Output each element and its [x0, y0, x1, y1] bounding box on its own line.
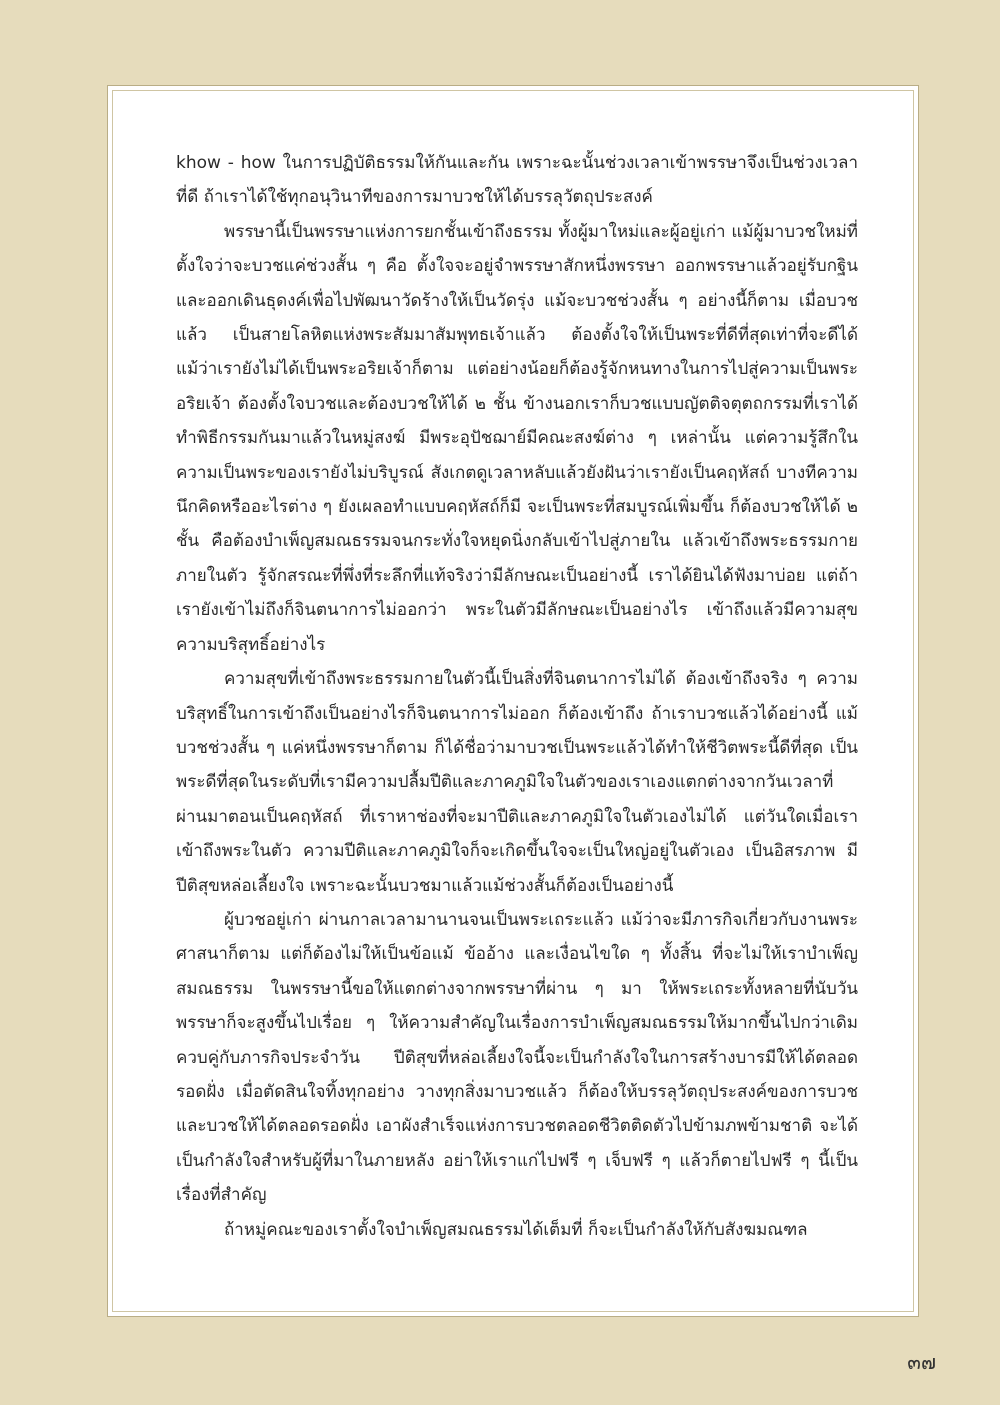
paragraph-2: พรรษานี้เป็นพรรษาแห่งการยกชั้นเข้าถึงธรรม ทั้งผู้มาใหม่และผู้อยู่เก่า แม้ผู้มาบวชใหม่ที่ตั้งใจว่าจะบวชแค่ช่วงสั้น ๆ คือ ตั้งใจจะอยู่จำพรรษาสักหนึ่งพรรษา ออกพรรษาแล้วอยู่รับกฐินและออกเดินธุดงค์เพื่อไปพัฒนาวัดร้างให้เป็นวัดรุ่ง แม้จะบวชช่วงสั้น ๆ อย่างนี้ก็ตาม เมื่อบวชแล้ว เป็นสายโลหิตแห่งพระสัมมาสัมพุทธเจ้าแล้ว ต้องตั้งใจให้เป็นพระที่ดีที่สุดเท่าที่จะดีได้ แม้ว่าเรายังไม่ได้เป็นพระอริยเจ้าก็ตาม แต่อย่างน้อยก็ต้องรู้จักหนทางในการไปสู่ความเป็นพระอริยเจ้า ต้องตั้งใจบวชและต้องบวชให้ได้ ๒ ชั้น ข้างนอกเราก็บวชแบบญัตติจตุตถกรรมที่เราได้ทำพิธีกรรมกันมาแล้วในหมู่สงฆ์ มีพระอุปัชฌาย์มีคณะสงฆ์ต่าง ๆ เหล่านั้น แต่ความรู้สึกในความเป็นพระของเรายังไม่บริบูรณ์ สังเกตดูเวลาหลับแล้วยังฝันว่าเรายังเป็นคฤหัสถ์ บางทีความนึกคิดหรืออะไรต่าง ๆ ยังเผลอทำแบบคฤหัสถ์ก็มี จะเป็นพระที่สมบูรณ์เพิ่มขึ้น ก็ต้องบวชให้ได้ ๒ ชั้น คือต้องบำเพ็ญสมณธรรมจนกระทั่งใจหยุดนิ่งกลับเข้าไปสู่ภายใน แล้วเข้าถึงพระธรรมกายภายในตัว รู้จักสรณะที่พึ่งที่ระลึกที่แท้จริงว่ามีลักษณะเป็นอย่างนี้ เราได้ยินได้ฟังมาบ่อย แต่ถ้าเรายังเข้าไม่ถึงก็จินตนาการไม่ออกว่า พระในตัวมีลักษณะเป็นอย่างไร เข้าถึงแล้วมีความสุข ความบริสุทธิ์อย่างไร	[176, 221, 858, 655]
paragraph-5: ถ้าหมู่คณะของเราตั้งใจบำเพ็ญสมณธรรมได้เต็มที่ ก็จะเป็นกำลังให้กับสังฆมณฑล	[224, 1219, 808, 1240]
paragraph-4: ผู้บวชอยู่เก่า ผ่านกาลเวลามานานจนเป็นพระเถระแล้ว แม้ว่าจะมีภารกิจเกี่ยวกับงานพระศาสนาก็ตาม แต่ก็ต้องไม่ให้เป็นข้อแม้ ข้ออ้าง และเงื่อนไขใด ๆ ทั้งสิ้น ที่จะไม่ให้เราบำเพ็ญสมณธรรม ในพรรษานี้ขอให้แตกต่างจากพรรษาที่ผ่าน ๆ มา ให้พระเถระทั้งหลายที่นับวันพรรษาก็จะสูงขึ้นไปเรื่อย ๆ ให้ความสำคัญในเรื่องการบำเพ็ญสมณธรรมให้มากขึ้นไปกว่าเดิม ควบคู่กับภารกิจประจำวัน ปีติสุขที่หล่อเลี้ยงใจนี้จะเป็นกำลังใจในการสร้างบารมีให้ได้ตลอดรอดฝั่ง เมื่อตัดสินใจทิ้งทุกอย่าง วางทุกสิ่งมาบวชแล้ว ก็ต้องให้บรรลุวัตถุประสงค์ของการบวช และบวชให้ได้ตลอดรอดฝั่ง เอาผังสำเร็จแห่งการบวชตลอดชีวิตติดตัวไปข้ามภพข้ามชาติ จะได้เป็นกำลังใจสำหรับผู้ที่มาในภายหลัง อย่าให้เราแก่ไปฟรี ๆ เจ็บฟรี ๆ แล้วก็ตายไปฟรี ๆ นี้เป็นเรื่องที่สำคัญ	[176, 909, 858, 1206]
text-column	[176, 146, 858, 1247]
page-number: ๓๗	[907, 1350, 936, 1374]
paragraph-3: ความสุขที่เข้าถึงพระธรรมกายในตัวนี้เป็นสิ่งที่จินตนาการไม่ได้ ต้องเข้าถึงจริง ๆ ความบริสุทธิ์ในการเข้าถึงเป็นอย่างไรก็จินตนาการไม่ออก ก็ต้องเข้าถึง ถ้าเราบวชแล้วได้อย่างนี้ แม้บวชช่วงสั้น ๆ แค่หนึ่งพรรษาก็ตาม ก็ได้ชื่อว่ามาบวชเป็นพระแล้วได้ทำให้ชีวิตพระนี้ดีที่สุด เป็นพระดีที่สุดในระดับที่เรามีความปลื้มปีติและภาคภูมิใจในตัวของเราเองแตกต่างจากวันเวลาที่ผ่านมาตอนเป็นคฤหัสถ์ ที่เราหาช่องที่จะมาปีติและภาคภูมิใจในตัวเองไม่ได้ แต่วันใดเมื่อเราเข้าถึงพระในตัว ความปีติและภาคภูมิใจก็จะเกิดขึ้นใจจะเป็นใหญ่อยู่ในตัวเอง เป็นอิสรภาพ มีปีติสุขหล่อเลี้ยงใจ เพราะฉะนั้นบวชมาแล้วแม้ช่วงสั้นก็ต้องเป็นอย่างนี้	[176, 669, 858, 896]
paragraph-1: khow - how ในการปฏิบัติธรรมให้กันและกัน เพราะฉะนั้นช่วงเวลาเข้าพรรษาจึงเป็นช่วงเวลาที่ดี ถ้าเราได้ใช้ทุกอนุวินาทีของการมาบวชให้ได้บรรลุวัตถุประสงค์	[176, 153, 858, 208]
